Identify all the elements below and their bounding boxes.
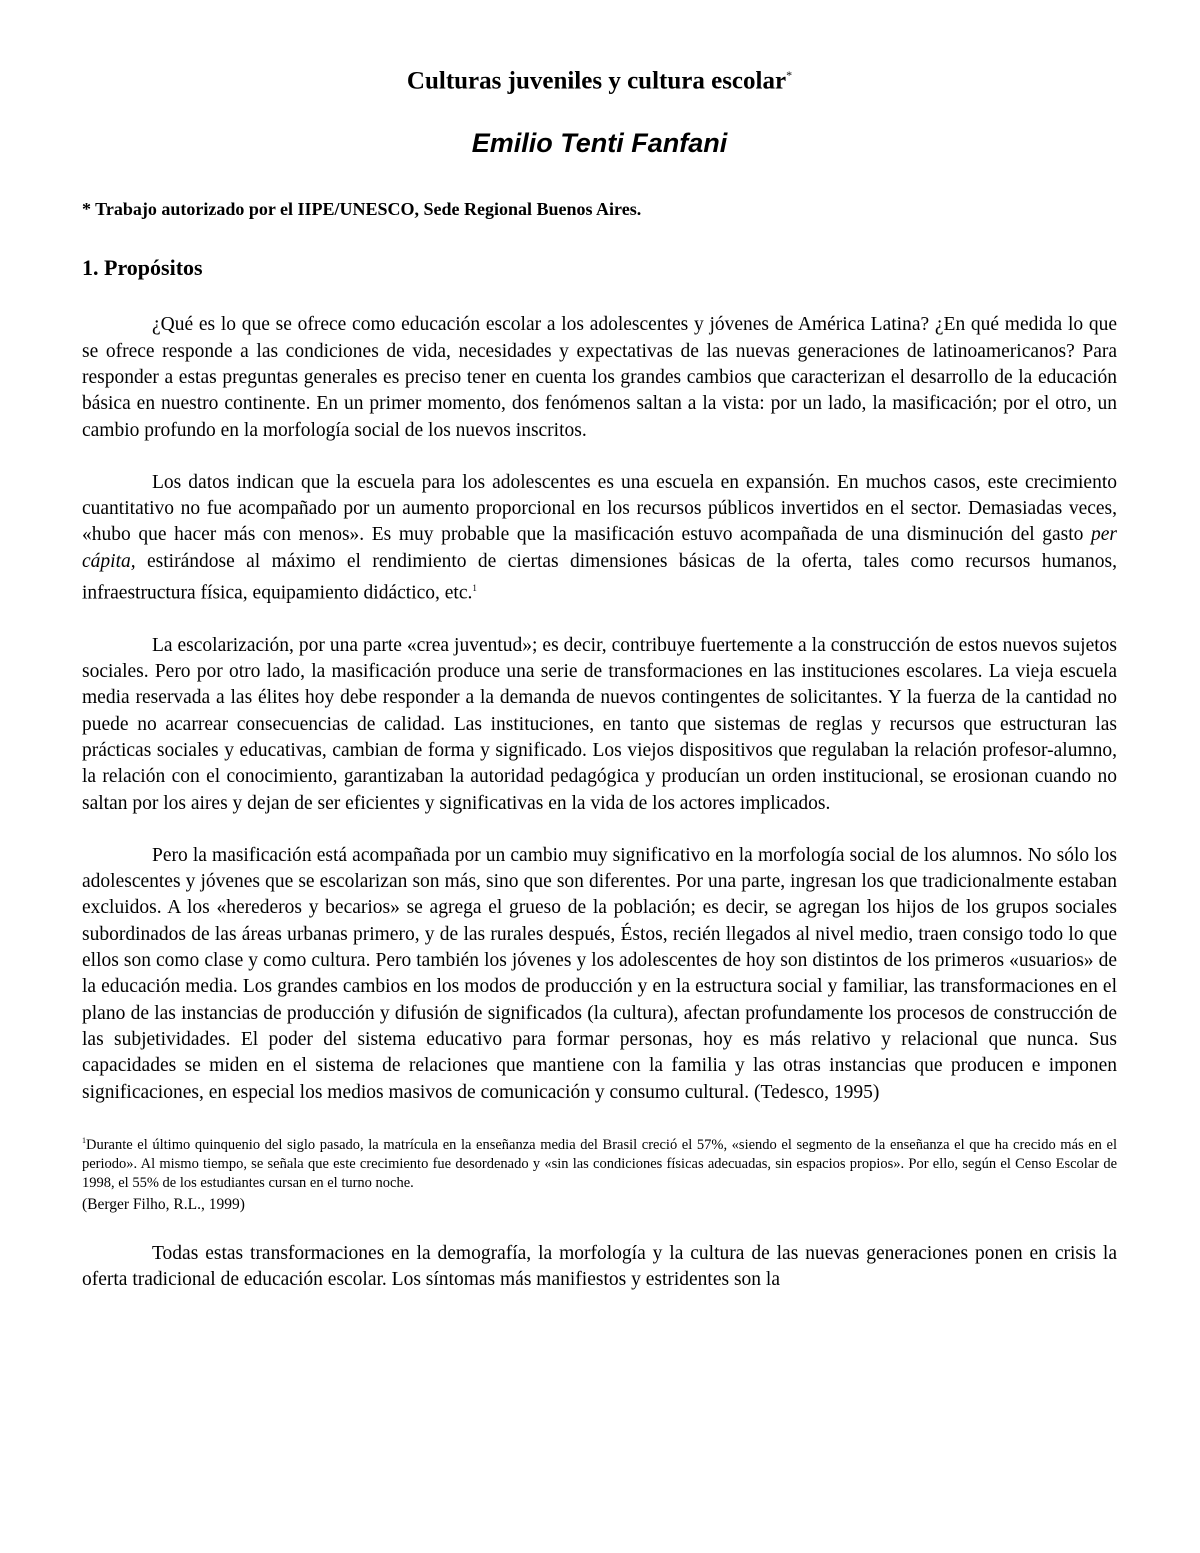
title-footnote-mark: * [786,68,793,82]
paragraph-4: Pero la masificación está acompañada por un cambio muy significativo en la morfología social de los alumnos. No sólo los adolescentes y jóvenes que se escolarizan son más, sino que son diferentes. Por una parte, ingresan los que tradicionalmente estaban excluidos. A los «herederos y becarios» se agrega el grueso de la población; es decir, se agregan los hijos de los grupos sociales subordinados de las áreas urbanas primero, y de las rurales después, Éstos, recién llegados al nivel medio, traen consigo todo lo que ellos son como clase y como cultura. Pero también los jóvenes y los adolescentes de hoy son distintos de los primeros «usuarios» de la educación media. Los grandes cambios en los modos de producción y en la estructura social y familiar, las transformaciones en el plano de las instancias de producción y difusión de significados (la cultura), afectan profundamente los procesos de construcción de las subjetividades. El poder del sistema educativo para formar personas, hoy es más relativo y relacional que nunca. Sus capacidades se miden en el sistema de relaciones que mantiene con la familia y las otras instancias que producen e imponen significaciones, en especial los medios masivos de comunicación y consumo cultural. (Tedesco, 1995) [82,844,1117,1103]
document-title [82,60,1117,96]
footnote-text: Durante el último quinquenio del siglo pasado, la matrícula en la enseñanza media del Brasil creció el 57%, «siendo el segmento de la enseñanza el que ha crecido más en el periodo». Al mismo tiempo, se señala que este crecimiento fue desordenado y «sin las condiciones físicas adecuadas, sin espacios propios». Por ello, según el Censo Escolar de 1998, el 55% de los estudiantes cursan en el turno noche. [82,1136,1117,1192]
footnote-citation: (Berger Filho, R.L., 1999) [82,1195,245,1213]
footnote-reference: 1 [472,583,477,593]
authorization-note: * Trabajo autorizado por el IIPE/UNESCO, Sede Regional Buenos Aires. [82,199,642,220]
paragraph-1: ¿Qué es lo que se ofrece como educación escolar a los adolescentes y jóvenes de América Latina? ¿En qué medida lo que se ofrece responde a las condiciones de vida, necesidades y expectativas de las nuevas generaciones de latinoamericanos? Para responder a estas preguntas generales es preciso tener en cuenta los grandes cambios que caracterizan el desarrollo de la educación básica en nuestro continente. En un primer momento, dos fenómenos saltan a la vista: por un lado, la masificación; por el otro, un cambio profundo en la morfología social de los nuevos inscritos. [82,314,1117,441]
paragraph-2 [82,470,1117,607]
author-name: Emilio Tenti Fanfani [471,128,728,159]
footnote [82,1131,1117,1194]
paragraph-2-text-a: Los datos indican que la escuela para los adolescentes es una escuela en expansión. En muchos casos, este crecimiento cuantitativo no fue acompañado por un aumento proporcional en los recursos públicos invertidos en el sector. Demasiadas veces, «hubo que hacer más con menos». Es muy probable que la masificación estuvo acompañada de una disminución del gasto [82,471,1117,546]
section-heading: 1. Propósitos [82,255,203,281]
footnote-mark: 1 [82,1135,86,1145]
paragraph-3: La escolarización, por una parte «crea juventud»; es decir, contribuye fuertemente a la construcción de estos nuevos sujetos sociales. Pero por otro lado, la masificación produce una serie de transformaciones en las instituciones escolares. La vieja escuela media reservada a las élites hoy debe responder a la demanda de nuevos contingentes de solicitantes. Y la fuerza de la cantidad no puede no acarrear consecuencias de calidad. Las instituciones, en tanto que sistemas de reglas y recursos que estructuran las prácticas sociales y educativas, cambian de forma y significado. Los viejos dispositivos que regulaban la relación profesor-alumno, la relación con el conocimiento, garantizaban la autoridad pedagógica y producían un orden institucional, se erosionan cuando no saltan por los aires y dejan de ser eficientes y significativas en la vida de los actores implicados. [82,634,1117,814]
paragraph-2-italic: per cápita, [82,524,1117,572]
paragraph-5: Todas estas transformaciones en la demografía, la morfología y la cultura de las nuevas generaciones ponen en crisis la oferta tradicional de educación escolar. Los síntomas más manifiestos y estridentes son la [82,1242,1117,1291]
title-text: Culturas juveniles y cultura escolar [406,67,787,95]
paragraph-2-text-b: estirándose al máximo el rendimiento de ciertas dimensiones básicas de la oferta, tales como recursos humanos, infraestructura física, equipamiento didáctico, etc. [82,550,1117,604]
document-page [82,52,1117,1293]
